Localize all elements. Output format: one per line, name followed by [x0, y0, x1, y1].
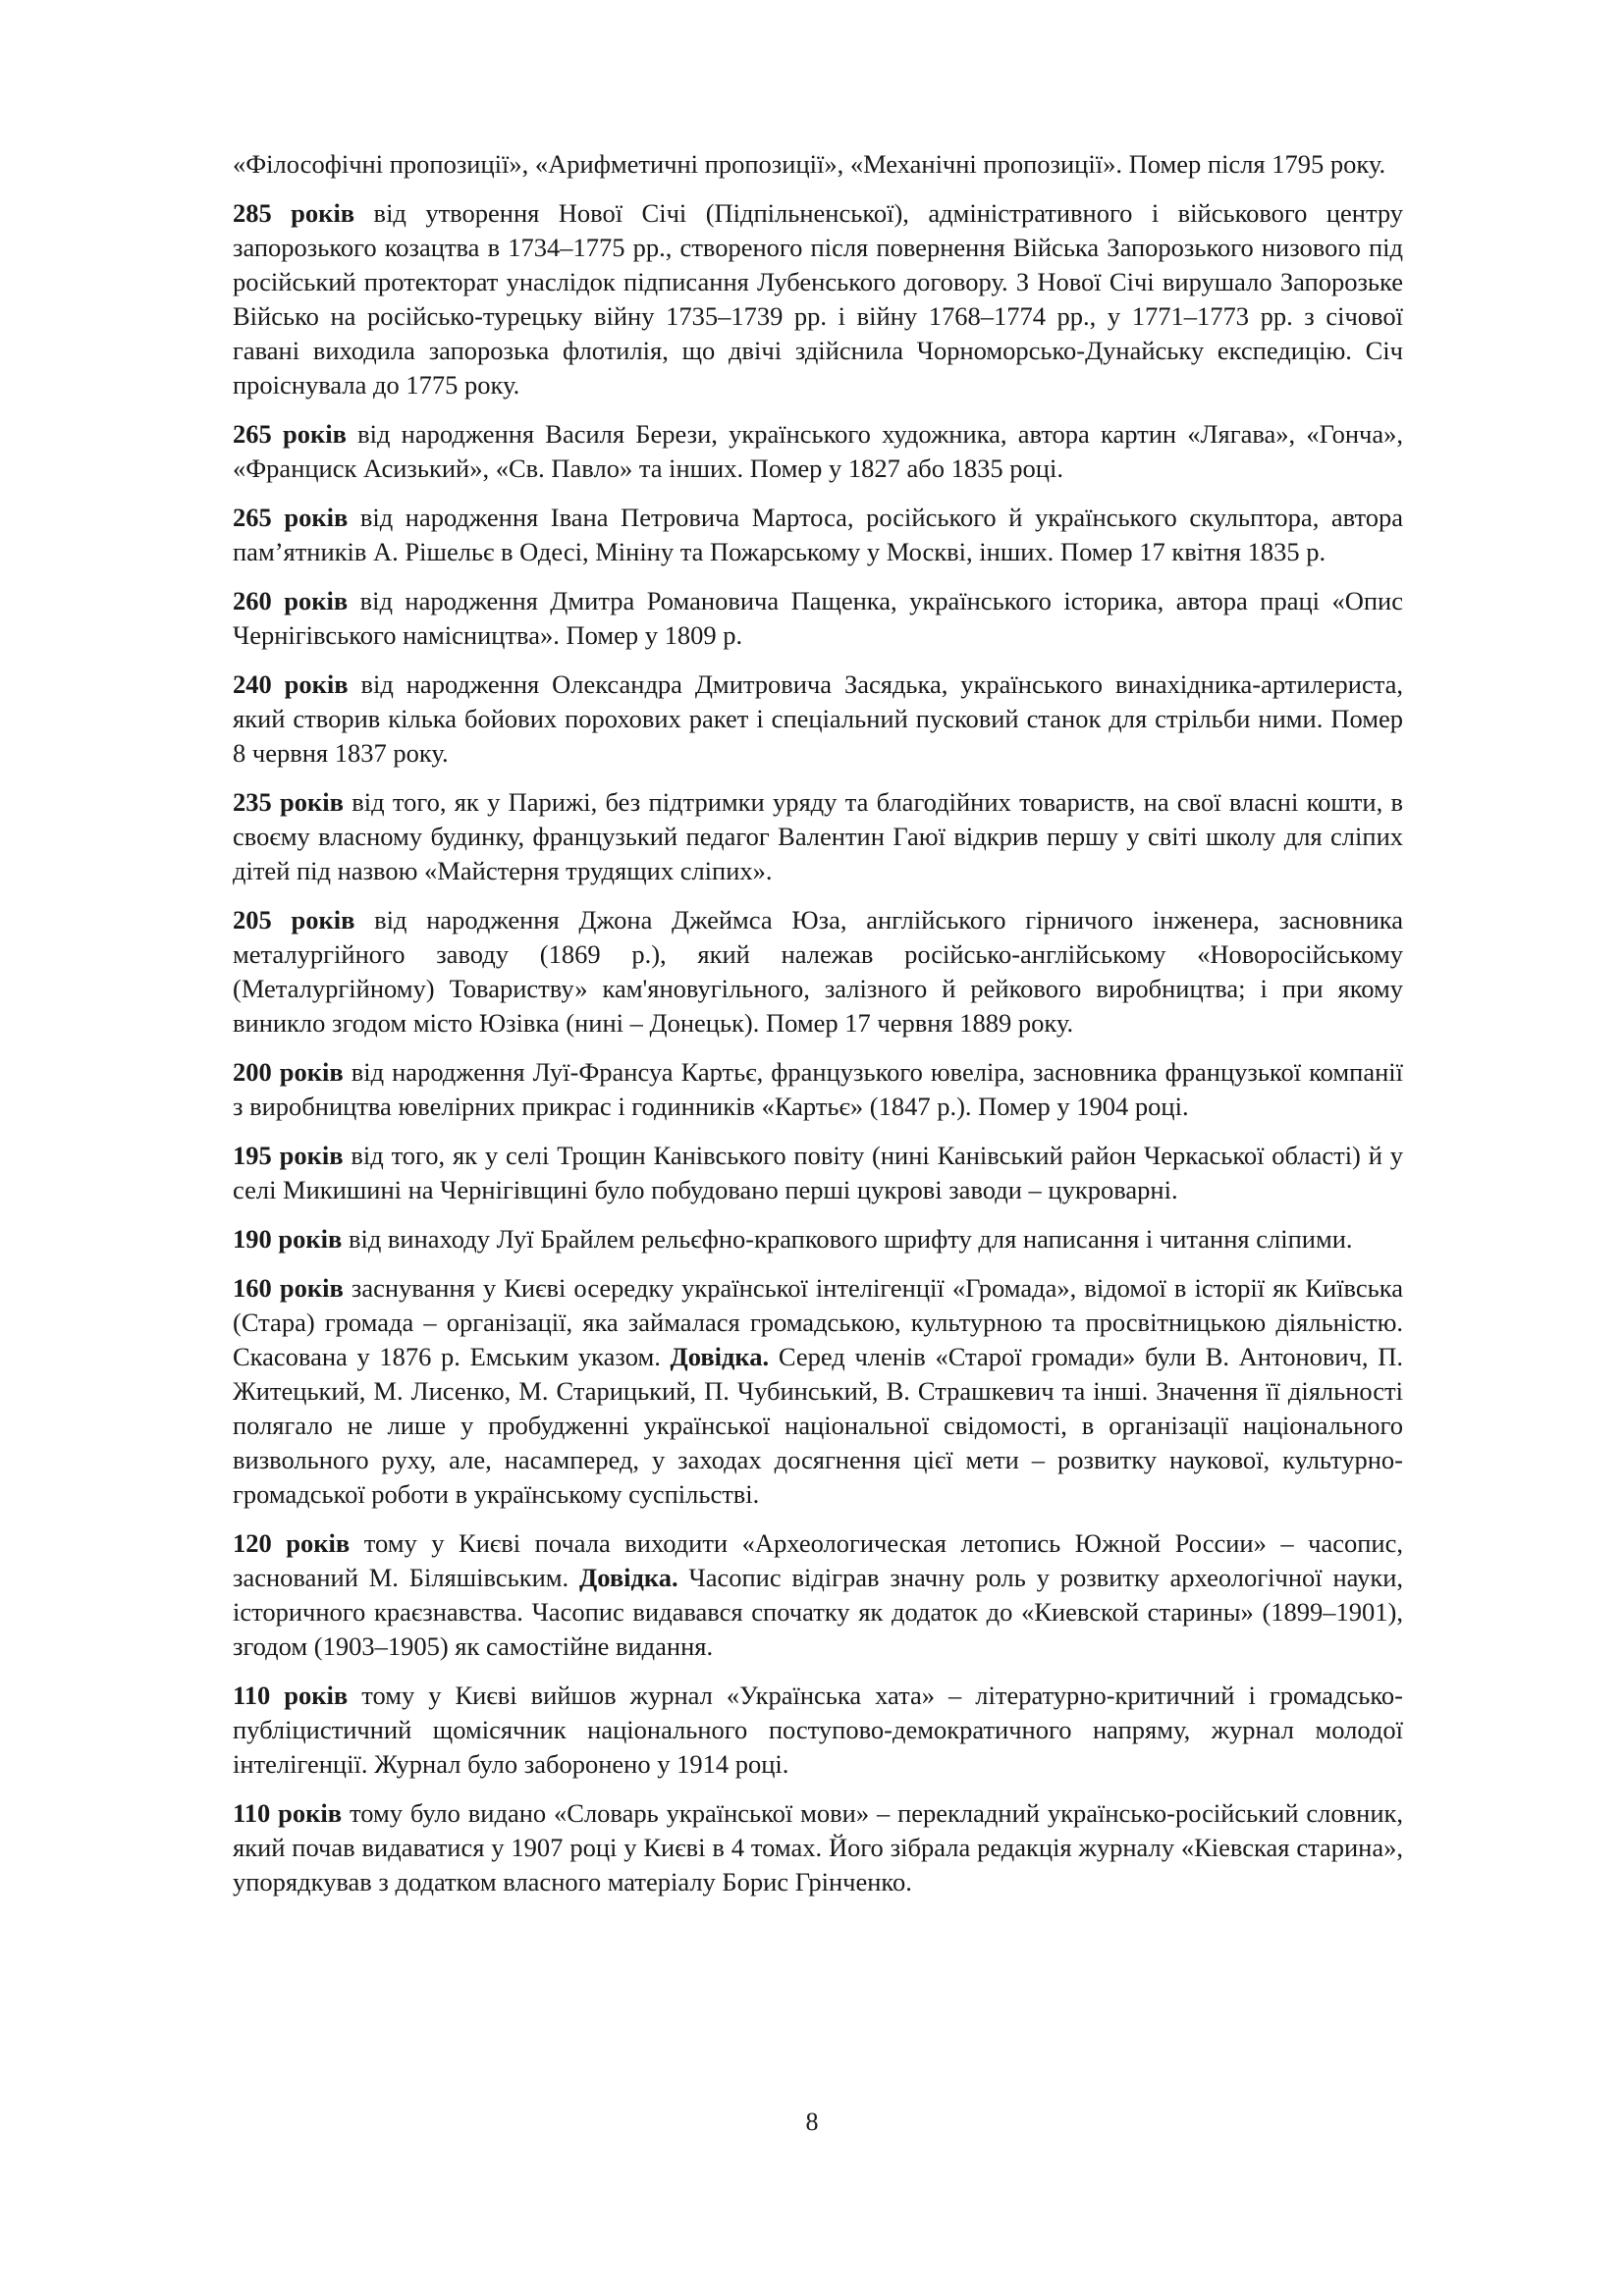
entry-text: тому було видано «Словарь української мови» – перекладний українсько-російський словник, який почав видаватися у 1907 році у Києві в 4 томах. Його зібрала редакція журналу «Кіевская старина», упорядкував з додатком власного матеріалу Борис Грінченко.	[233, 1798, 1403, 1896]
entry-text: від народження Олександра Дмитровича Засядька, українського винахідника-артилериста, який створив кілька бойових порохових ракет і спеціальний пусковий станок для стрільби ними. Помер 8 червня 1837 року.	[233, 669, 1403, 768]
anniversary-entry	[233, 1679, 1403, 1782]
entry-years: 120 років	[233, 1528, 351, 1558]
anniversary-entry	[233, 1139, 1403, 1207]
anniversary-entry	[233, 1222, 1403, 1256]
entry-years: 110 років	[233, 1798, 343, 1828]
entry-years: 265 років	[233, 419, 347, 449]
entry-years: 260 років	[233, 586, 349, 615]
continuation-text: «Філософічні пропозиції», «Арифметичні пропозиції», «Механічні пропозиції». Помер після 1795 року.	[233, 149, 1386, 179]
anniversary-entry	[233, 785, 1403, 888]
entry-years: 160 років	[233, 1273, 344, 1303]
entry-years: 205 років	[233, 905, 355, 934]
continuation-paragraph	[233, 147, 1403, 182]
anniversary-entry	[233, 667, 1403, 771]
entry-text: від того, як у Парижі, без підтримки уряду та благодійних товариств, на свої власні кошти, в своєму власному будинку, французький педагог Валентин Гаюї відкрив першу у світі школу для сліпих дітей під назвою «Майстерня трудящих сліпих».	[233, 787, 1403, 885]
entry-years: 195 років	[233, 1141, 344, 1170]
anniversary-entry	[233, 1526, 1403, 1664]
entry-text: від того, як у селі Трощин Канівського повіту (нині Канівський район Черкаської області) й у селі Микишині на Чернігівщині було побудовано перші цукрові заводи – цукроварні.	[233, 1141, 1403, 1204]
reference-note-text: Часопис відіграв значну роль у розвитку археологічної науки, історичного краєзнавства. Часопис видавався спочатку як додаток до «Киевской старины» (1899–1901), згодом (1903–1905) як самостійне видання.	[233, 1563, 1403, 1661]
entry-years: 285 років	[233, 198, 355, 228]
reference-note-label: Довідка.	[670, 1342, 770, 1371]
entry-text: від народження Дмитра Романовича Пащенка, українського історика, автора праці «Опис Чернігівського намісництва». Помер у 1809 р.	[233, 586, 1403, 650]
entry-text: від народження Василя Берези, українського художника, автора картин «Лягава», «Гонча», «Франциск Асизький», «Св. Павло» та інших. Помер у 1827 або 1835 році.	[233, 419, 1403, 483]
entry-text: від утворення Нової Січі (Підпільненської), адміністративного і військового центру запорозького козацтва в 1734–1775 рр., створеного після повернення Війська Запорозького низового під російський протекторат унаслідок підписання Лубенського договору. З Нової Січі вирушало Запорозьке Військо на російсько-турецьку війну 1735–1739 рр. і війну 1768–1774 рр., у 1771–1773 рр. з січової гавані виходила запорозька флотилія, що двічі здійснила Чорноморсько-Дунайську експедицію. Січ проіснувала до 1775 року.	[233, 198, 1403, 400]
reference-note-text: Серед членів «Старої громади» були В. Антонович, П. Житецький, М. Лисенко, М. Старицький, П. Чубинський, В. Страшкевич та інші. Значення її діяльності полягало не лише у пробудженні української національної свідомості, в організації національного визвольного руху, але, насамперед, у заходах досягнення цієї мети – розвитку наукової, культурно-громадської роботи в українському суспільстві.	[233, 1342, 1403, 1509]
entry-text: від народження Івана Петровича Мартоса, російського й українського скульптора, автора пам’ятників А. Рішельє в Одесі, Мініну та Пожарському у Москві, інших. Помер 17 квітня 1835 р.	[233, 503, 1403, 566]
anniversary-entry	[233, 501, 1403, 569]
entry-text: від народження Луї-Франсуа Картьє, французького ювеліра, засновника французької компанії з виробництва ювелірних прикрас і годинників «Картьє» (1847 р.). Помер у 1904 році.	[233, 1057, 1403, 1121]
page-number: 8	[805, 2108, 819, 2136]
entry-text: тому у Києві вийшов журнал «Українська хата» – літературно-критичний і громадсько-публіцистичний щомісячник національного поступово-демократичного напряму, журнал молодої інтелігенції. Журнал було заборонено у 1914 році.	[233, 1681, 1403, 1779]
anniversary-entry	[233, 196, 1403, 402]
anniversary-entry	[233, 1271, 1403, 1512]
entry-years: 110 років	[233, 1681, 349, 1710]
entry-text: тому у Києві почала виходити «Археологическая летопись Южной России» – часопис, заснований М. Біляшівським.	[233, 1528, 1404, 1592]
anniversary-entry	[233, 1055, 1403, 1124]
entry-years: 240 років	[233, 669, 349, 699]
anniversary-entry	[233, 417, 1403, 486]
entry-years: 235 років	[233, 787, 344, 817]
anniversary-entry	[233, 1796, 1403, 1899]
entry-years: 190 років	[233, 1224, 343, 1254]
page-body	[233, 147, 1403, 1914]
reference-note-label: Довідка.	[579, 1563, 678, 1592]
entry-text: заснування у Києві осередку української інтелігенції «Громада», відомої в історії як Київська (Стара) громада – організації, яка займалася громадською, культурною та просвітницькою діяльністю. Скасована у 1876 р. Емським указом.	[233, 1273, 1403, 1371]
anniversary-entry	[233, 584, 1403, 653]
entry-years: 265 років	[233, 503, 349, 532]
anniversary-entry	[233, 903, 1403, 1041]
entry-years: 200 років	[233, 1057, 344, 1087]
entry-text: від народження Джона Джеймса Юза, англійського гірничого інженера, засновника металургійного заводу (1869 р.), який належав російсько-англійському «Новоросійському (Металургійному) Товариству» кам'яновугільного, залізного й рейкового виробництва; і при якому виникло згодом місто Юзівка (нині – Донецьк). Помер 17 червня 1889 року.	[233, 905, 1403, 1038]
entry-text: від винаходу Луї Брайлем рельєфно-крапкового шрифту для написання і читання сліпими.	[342, 1224, 1353, 1254]
